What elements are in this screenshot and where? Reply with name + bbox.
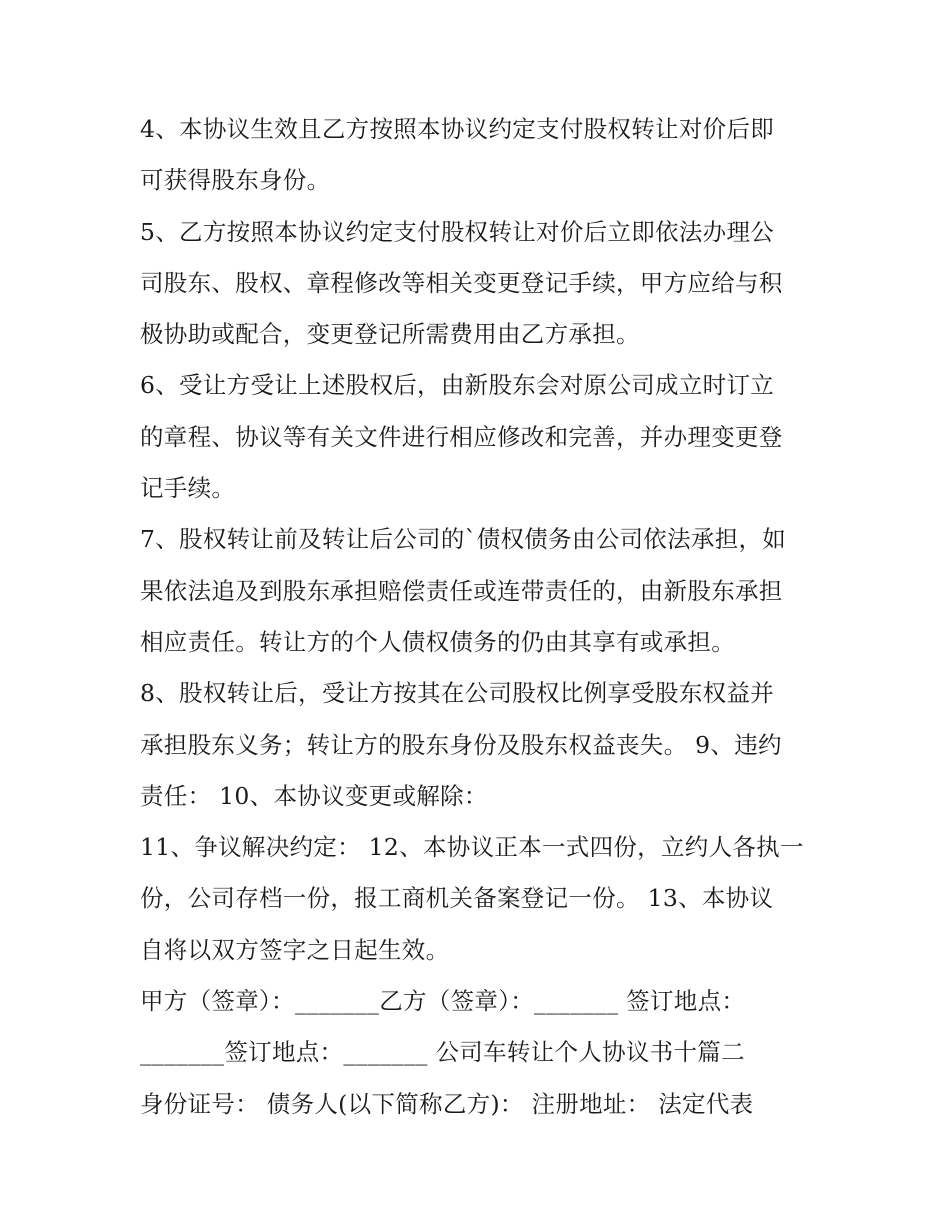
signature-line: 甲方（签章）：_______乙方（签章）：_______ 签订地点： <box>140 987 746 1016</box>
text-line-11: 相应责任。转让方的个人债权债务的仍由其享有或承担。 <box>140 627 735 656</box>
party-info-line: 身份证号： 债务人(以下简称乙方)： 注册地址： 法定代表 <box>140 1089 754 1118</box>
signing-place-line: _______签订地点：_______ 公司车转让个人协议书十篇二 <box>140 1038 745 1067</box>
text-line-12: 8、股权转让后，受让方按其在公司股权比例享受股东权益并 <box>140 679 775 708</box>
text-line-2: 可获得股东身份。 <box>140 166 331 195</box>
document-body <box>140 104 820 1130</box>
text-line-4: 司股东、股权、章程修改等相关变更登记手续，甲方应给与积 <box>140 268 783 297</box>
text-line-17: 自将以双方签字之日起生效。 <box>140 935 450 964</box>
text-line-1: 4、本协议生效且乙方按照本协议约定支付股权转让对价后即 <box>140 115 775 143</box>
text-line-16: 份，公司存档一份，报工商机关备案登记一份。 13、本协议 <box>140 884 774 913</box>
text-line-15: 11、争议解决约定： 12、本协议正本一式四份，立约人各执一 <box>140 833 804 862</box>
text-line-14: 责任： 10、本协议变更或解除： <box>140 781 488 810</box>
text-line-9: 7、股权转让前及转让后公司的`债权债务由公司依法承担，如 <box>140 525 787 554</box>
text-line-6: 6、受让方受让上述股权后，由新股东会对原公司成立时订立 <box>140 371 775 400</box>
text-line-3: 5、乙方按照本协议约定支付股权转让对价后立即依法办理公 <box>140 217 775 246</box>
text-line-10: 果依法追及到股东承担赔偿责任或连带责任的，由新股东承担 <box>140 576 783 605</box>
text-line-5: 极协助或配合，变更登记所需费用由乙方承担。 <box>140 320 640 349</box>
text-line-8: 记手续。 <box>140 474 236 503</box>
text-line-7: 的章程、协议等有关文件进行相应修改和完善，并办理变更登 <box>140 422 783 451</box>
text-line-13: 承担股东义务；转让方的股东身份及股东权益丧失。 9、违约 <box>140 730 782 759</box>
